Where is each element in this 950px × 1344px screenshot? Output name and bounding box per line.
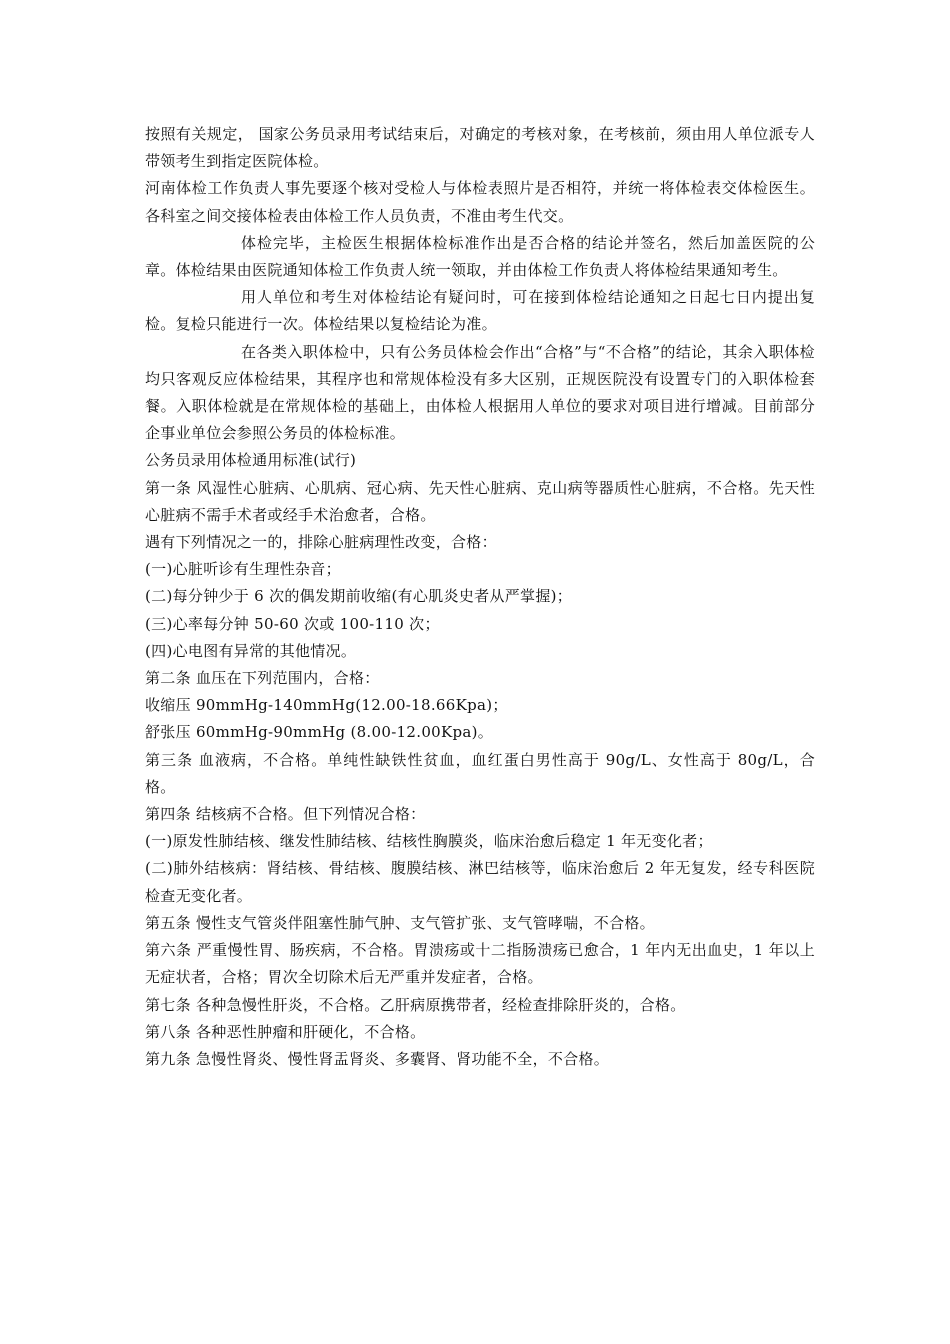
list-item: (一)原发性肺结核、继发性肺结核、结核性胸膜炎，临床治愈后稳定 1 年无变化者； bbox=[145, 832, 713, 851]
paragraph-form-verification: 河南体检工作负责人事先要逐个核对受检人与体检表照片是否相符，并统一将体检表交体检医生。各科室之间交接体检表由体检工作人员负责，不准由考生代交。 bbox=[145, 179, 815, 225]
list-item: (四)心电图有异常的其他情况。 bbox=[145, 641, 357, 660]
article-6: 第六条 严重慢性胃、肠疾病，不合格。胃溃疡或十二指肠溃疡已愈合，1 年内无出血史，1 年以上无症状者，合格；胃次全切除术后无严重并发症者，合格。 bbox=[145, 941, 815, 987]
list-item: (一)心脏听诊有生理性杂音； bbox=[145, 560, 341, 579]
article-1: 第一条 风湿性心脏病、心肌病、冠心病、先天性心脏病、克山病等器质性心脏病，不合格。先天性心脏病不需手术者或经手术治愈者，合格。 bbox=[145, 478, 815, 524]
article-4: 第四条 结核病不合格。但下列情况合格： bbox=[145, 805, 426, 824]
paragraph-recheck: 用人单位和考生对体检结论有疑问时，可在接到体检结论通知之日起七日内提出复检。复检只能进行一次。体检结果以复检结论为准。 bbox=[145, 288, 815, 334]
list-item: 舒张压 60mmHg-90mmHg (8.00-12.00Kpa)。 bbox=[145, 723, 494, 742]
article-3: 第三条 血液病，不合格。单纯性缺铁性贫血，血红蛋白男性高于 90g/L、女性高于 80g/L，合格。 bbox=[145, 750, 815, 796]
list-item: (二)肺外结核病：肾结核、骨结核、腹膜结核、淋巴结核等，临床治愈后 2 年无复发，经专科医院检查无变化者。 bbox=[145, 859, 815, 905]
article-5: 第五条 慢性支气管炎伴阻塞性肺气肿、支气管扩张、支气管哮喘，不合格。 bbox=[145, 913, 655, 932]
section-heading: 公务员录用体检通用标准(试行) bbox=[145, 451, 357, 470]
article-1-exceptions: 遇有下列情况之一的，排除心脏病理性改变，合格： bbox=[145, 533, 497, 552]
list-item: (三)心率每分钟 50-60 次或 100-110 次； bbox=[145, 614, 440, 633]
paragraph-result-conclusion: 体检完毕，主检医生根据体检标准作出是否合格的结论并签名，然后加盖医院的公章。体检结果由医院通知体检工作负责人统一领取，并由体检工作负责人将体检结果通知考生。 bbox=[145, 233, 815, 280]
paragraph-entry-exam: 在各类入职体检中，只有公务员体检会作出“合格”与“不合格”的结论，其余入职体检均只客观反应体检结果，其程序也和常规体检没有多大区别，正规医院没有设置专门的入职体检套餐。入职体检就是在常规体检的基础上，由体检人根据用人单位的要求对项目进行增减。目前部分企事业单位会参照公务员的体检标准。 bbox=[145, 342, 815, 443]
article-8: 第八条 各种恶性肿瘤和肝硬化，不合格。 bbox=[145, 1022, 426, 1041]
list-item: (二)每分钟少于 6 次的偶发期前收缩(有心肌炎史者从严掌握)； bbox=[145, 587, 573, 606]
article-9: 第九条 急慢性肾炎、慢性肾盂肾炎、多囊肾、肾功能不全，不合格。 bbox=[145, 1049, 610, 1068]
document-body bbox=[145, 121, 815, 1073]
article-7: 第七条 各种急慢性肝炎，不合格。乙肝病原携带者，经检查排除肝炎的，合格。 bbox=[145, 995, 686, 1014]
paragraph-exam-arrangement: 按照有关规定， 国家公务员录用考试结束后，对确定的考核对象，在考核前，须由用人单位派专人带领考生到指定医院体检。 bbox=[145, 125, 815, 171]
list-item: 收缩压 90mmHg-140mmHg(12.00-18.66Kpa)； bbox=[145, 696, 508, 715]
article-2: 第二条 血压在下列范围内，合格： bbox=[145, 669, 380, 688]
